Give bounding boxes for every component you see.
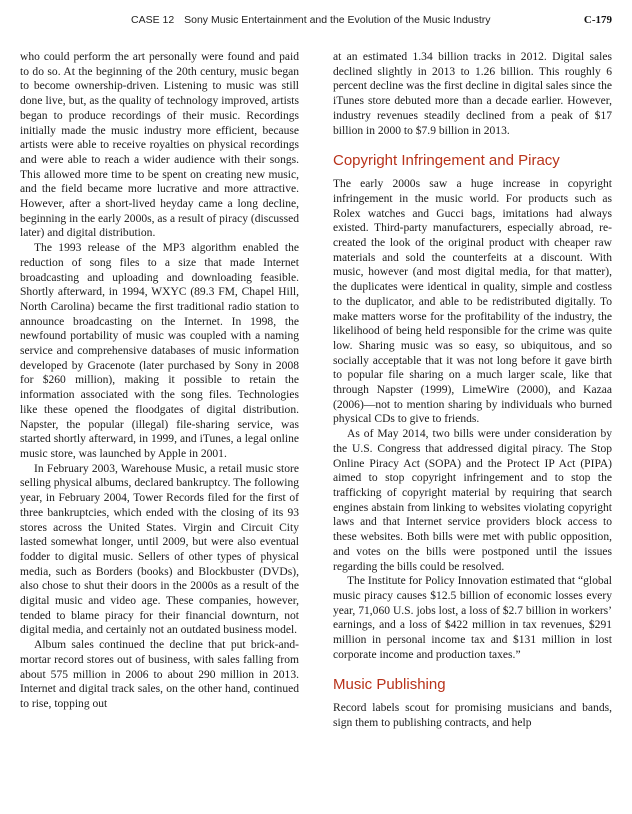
body-paragraph: who could perform the art personally were found and paid to do so. At the beginning of the 20th century, music began to become ownership-driven. Listening to music was still done live, but, as the quality of technology improved, artists began to produce recordings of their music. Recordings initially made the music industry more efficient, because artists were able to receive royalties on physical recordings and were able to reach a wider audience with their songs. This allowed more time to be spent on creating new music, and the field became more lucrative and more attractive. However, after a short-lived heyday came a long decline, beginning in the early 2000s, as a result of piracy (discussed later) and digital distribution.: [20, 51, 299, 240]
body-paragraph: Album sales continued the decline that put brick-and-mortar record stores out of business, with sales falling from about 575 million in 2006 to about 290 million in 2013. Internet and digital track sales, on the other hand, continued to rise, topping out: [20, 639, 299, 710]
body-paragraph: In February 2003, Warehouse Music, a retail music store selling physical albums, declared bankruptcy. The following year, in February 2004, Tower Records filed for the first of three bankruptcies, which ended with the closing of its 93 stores across the United States. Virgin and Circuit City lasted somewhat longer, until 2009, but were also eventual fodder to digital music. Sellers of other types of physical media, such as Borders (books) and Blockbuster (DVDs), also chose to shut their doors in the 2000s as a result of the digital music and video age. These companies, however, tended to blame piracy for their financial downturn, not digital media, and certainly not an outdated business model.: [20, 462, 299, 637]
two-column-body: [20, 50, 612, 731]
section-heading-copyright: Copyright Infringement and Piracy: [333, 152, 560, 170]
left-column: [20, 50, 299, 731]
case-title: Sony Music Entertainment and the Evolution of the Music Industry: [184, 14, 491, 26]
body-paragraph: The Institute for Policy Innovation estimated that “global music piracy causes $12.5 billion of economic losses every year, 71,060 U.S. jobs lost, a loss of $2.7 billion in workers’ earnings, and a loss of $422 million in tax revenues, $291 million in personal income tax and $131 million in lost corporate income and production taxes.”: [333, 575, 612, 661]
case-label: CASE 12: [131, 14, 175, 26]
body-paragraph: The 1993 release of the MP3 algorithm enabled the reduction of song files to a size that made Internet broadcasting and uploading and downloading feasible. Shortly afterward, in 1994, WXYC (89.3 FM, Chapel Hill, North Carolina) became the first traditional radio station to announce broadcasting on the Internet. In 1998, the newfound portability of music was coupled with a naming service and comprehensive databases of music information developed by Gracenote (later purchased by Sony in 2008 for $260 million), making it possible to retain the information associated with the song files. Technologies like these opened the floodgates of digital distribution. Napster, the popular (illegal) file-sharing service, was started shortly afterward, in 1999, and iTunes, a legal online music store, was launched by Apple in 2001.: [20, 242, 299, 460]
body-paragraph: As of May 2014, two bills were under consideration by the U.S. Congress that addressed digital piracy. The Stop Online Piracy Act (SOPA) and the Protect IP Act (PIPA) aimed to stop copyright infringement and to stop the trafficking of copyright material by requiring that search engines abstain from linking to websites violating copyright laws and that Internet service providers block access to these websites. Both bills were met with public opposition, and votes on the bills were postponed until the issues regarding the bills could be resolved.: [333, 428, 612, 573]
body-paragraph: at an estimated 1.34 billion tracks in 2012. Digital sales declined slightly in 2013 to 1.26 billion. This roughly 6 percent decline was the first decline in digital sales since the iTunes store debuted more than a decade earlier. However, industry revenues steadily declined from a peak of $17 billion in 2000 to $7.9 billion in 2013.: [333, 51, 612, 137]
section-heading-music-publishing: Music Publishing: [333, 676, 446, 694]
page-number: C-179: [583, 14, 612, 26]
body-paragraph: Record labels scout for promising musicians and bands, sign them to publishing contracts, and help: [333, 702, 612, 730]
body-paragraph: The early 2000s saw a huge increase in copyright infringement in the music world. For products such as Rolex watches and Gucci bags, imitations had always existed. Third-party manufacturers, especially abroad, re-created the look of the original product with cheaper raw materials and sold the counterfeits at a discount. With music, however (and most digital media, for that matter), the duplicates were identical in quality, simple and costless to the duplicator, and able to be redistributed digitally. To make matters worse for the profitability of the industry, the likelihood of being held responsible for the crime was quite low. Sharing music was so easy, so ubiquitous, and so socially acceptable that it was not long before it gave birth to popular file sharing on a much larger scale, like that through Napster (1999), LimeWire (2000), and Kazaa (2006)—not to mention sharing by individuals who burned physical CDs to give to friends.: [333, 178, 612, 426]
running-head: [131, 14, 491, 26]
right-column: [333, 50, 612, 731]
page-header: [0, 14, 632, 34]
